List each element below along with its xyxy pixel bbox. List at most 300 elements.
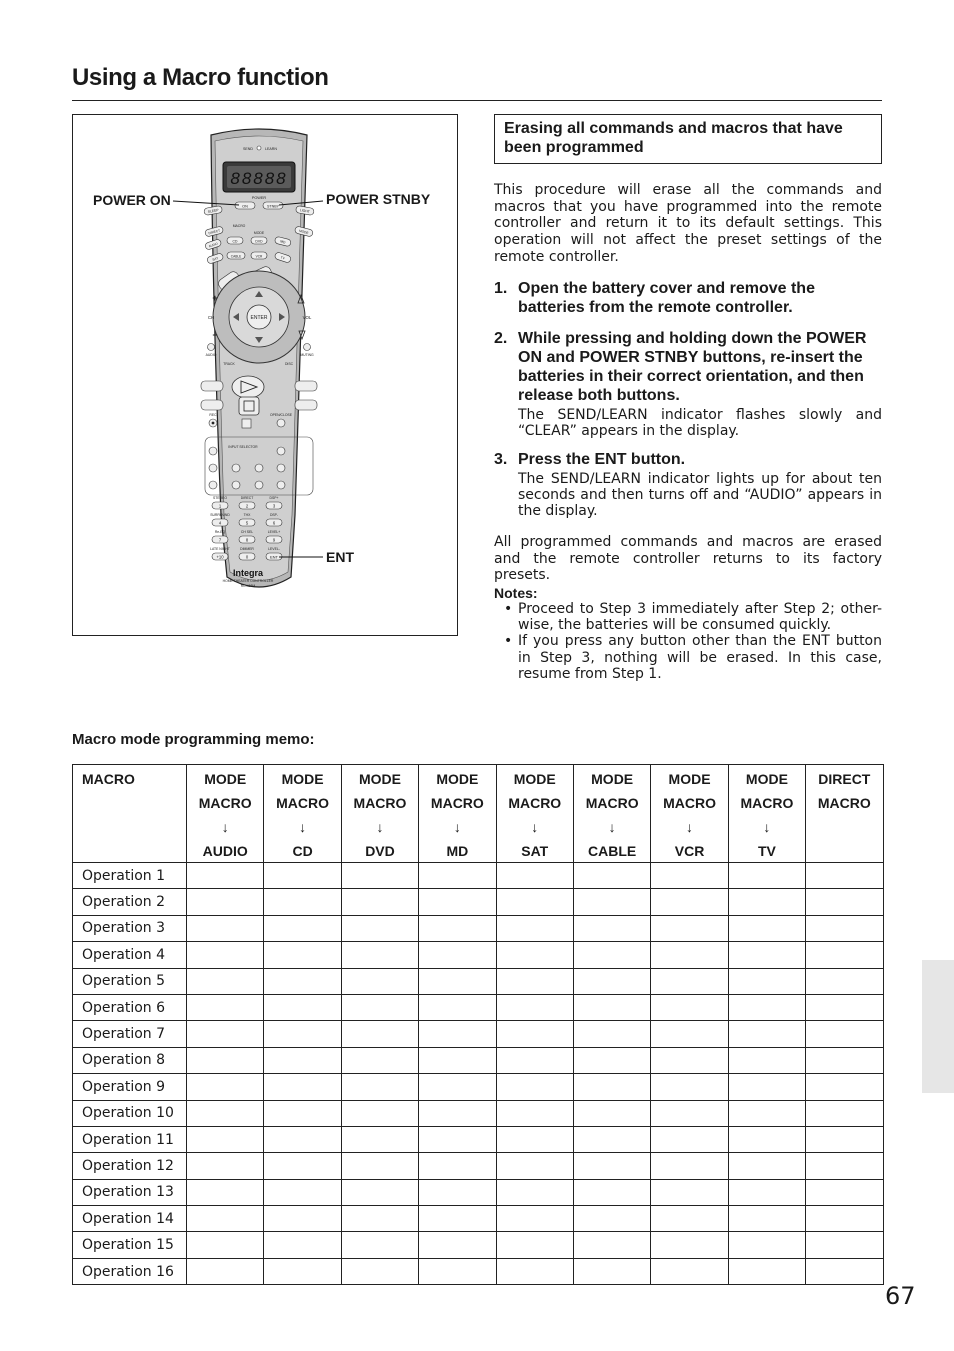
memo-cell [264, 1153, 341, 1179]
svg-text:3: 3 [272, 503, 276, 509]
memo-cell [187, 1206, 264, 1232]
memo-cell [187, 915, 264, 941]
svg-text:SAT: SAT [211, 256, 219, 262]
header-line: MD [446, 843, 469, 859]
notes-title: Notes: [494, 585, 538, 601]
memo-title: Macro mode programming memo: [72, 731, 315, 748]
memo-cell [419, 1258, 496, 1284]
memo-cell [264, 942, 341, 968]
page-title: Using a Macro function [72, 64, 329, 91]
operation-label: Operation 8 [73, 1047, 187, 1073]
svg-text:DIRECT: DIRECT [240, 496, 254, 500]
header-line: MODE [591, 771, 634, 787]
svg-text:LATE NIGHT: LATE NIGHT [210, 547, 230, 551]
erase-summary: All programmed commands and macros are erased and the remote controller returns to its factory presets. [494, 534, 882, 584]
column-header [187, 765, 264, 863]
memo-cell [651, 1021, 728, 1047]
operation-label: Operation 10 [73, 1100, 187, 1126]
memo-cell [341, 915, 418, 941]
memo-cell [728, 1100, 805, 1126]
memo-cell [651, 1126, 728, 1152]
memo-cell [341, 1047, 418, 1073]
memo-cell [419, 1206, 496, 1232]
memo-cell [728, 1206, 805, 1232]
memo-cell [728, 915, 805, 941]
memo-cell [187, 889, 264, 915]
memo-cell [264, 1179, 341, 1205]
svg-text:INPUT SELECTOR: INPUT SELECTOR [228, 445, 258, 449]
operation-label: Operation 15 [73, 1232, 187, 1258]
svg-text:+10: +10 [216, 554, 224, 560]
svg-text:LIGHT: LIGHT [299, 208, 311, 214]
header-line: TV [757, 843, 776, 859]
step-3 [494, 450, 882, 520]
memo-cell [806, 1232, 883, 1258]
operation-label: Operation 3 [73, 915, 187, 941]
memo-cell [573, 1021, 650, 1047]
svg-text:AUDIO: AUDIO [205, 353, 217, 357]
table-row [73, 915, 884, 941]
table-row [73, 1021, 884, 1047]
svg-text:ENT: ENT [270, 554, 278, 560]
table-row [73, 1232, 884, 1258]
memo-table-body [73, 863, 884, 1285]
memo-cell [419, 1047, 496, 1073]
svg-text:Re-EQ: Re-EQ [214, 530, 226, 534]
memo-cell [496, 1232, 573, 1258]
memo-cell [341, 1258, 418, 1284]
memo-cell [496, 1258, 573, 1284]
step-number: 1. [494, 280, 508, 297]
operation-label: Operation 14 [73, 1206, 187, 1232]
memo-cell [187, 968, 264, 994]
memo-cell [496, 1153, 573, 1179]
header-line: MACRO [276, 795, 330, 811]
memo-cell [264, 915, 341, 941]
memo-cell [651, 1047, 728, 1073]
memo-cell [419, 968, 496, 994]
memo-cell [419, 1126, 496, 1152]
header-line: MODE [358, 771, 401, 787]
memo-cell [187, 1179, 264, 1205]
memo-cell [264, 1258, 341, 1284]
svg-text:4: 4 [218, 520, 222, 526]
memo-cell [187, 863, 264, 889]
memo-cell [264, 1232, 341, 1258]
memo-cell [419, 1021, 496, 1047]
svg-text:ON: ON [242, 204, 248, 209]
operation-label: Operation 13 [73, 1179, 187, 1205]
memo-cell [573, 863, 650, 889]
step-heading: Press the ENT button. [518, 451, 686, 468]
memo-cell [728, 1232, 805, 1258]
svg-text:6: 6 [272, 520, 276, 526]
column-header [728, 765, 805, 863]
memo-cell [573, 968, 650, 994]
header-line: MODE [745, 771, 788, 787]
memo-cell [187, 942, 264, 968]
memo-cell [573, 942, 650, 968]
power-on-callout: POWER ON [93, 192, 171, 208]
operation-label: Operation 1 [73, 863, 187, 889]
memo-cell [728, 1021, 805, 1047]
svg-text:0: 0 [245, 554, 249, 560]
memo-cell [806, 1258, 883, 1284]
svg-text:SLEEP: SLEEP [207, 208, 219, 214]
svg-text:HOME THEATER CONTROLLER: HOME THEATER CONTROLLER [222, 579, 274, 583]
power-stnby-callout: POWER STNBY [326, 191, 431, 207]
header-line: CD [292, 843, 313, 859]
memo-cell [496, 1021, 573, 1047]
memo-cell [651, 994, 728, 1020]
memo-cell [264, 889, 341, 915]
memo-cell [341, 994, 418, 1020]
memo-cell [496, 863, 573, 889]
svg-text:ENTER: ENTER [250, 315, 268, 321]
down-arrow-icon: ↓ [608, 819, 616, 835]
table-row [73, 863, 884, 889]
column-header [341, 765, 418, 863]
operation-label: Operation 12 [73, 1153, 187, 1179]
bullet-icon: • [504, 633, 513, 650]
svg-text:DVD: DVD [255, 239, 263, 244]
svg-text:MODE: MODE [298, 228, 309, 236]
memo-cell [341, 1021, 418, 1047]
header-line: VCR [674, 843, 705, 859]
svg-text:THX: THX [243, 513, 251, 517]
svg-text:CH SEL: CH SEL [240, 530, 254, 534]
header-line: CABLE [588, 843, 637, 859]
memo-cell [419, 1232, 496, 1258]
memo-cell [806, 1206, 883, 1232]
memo-cell [341, 1232, 418, 1258]
column-header [419, 765, 496, 863]
svg-text:STNBY: STNBY [267, 204, 279, 209]
step-note: The SEND/LEARN indicator lights up for about ten seconds and then turns off and “AUDIO” appears in the display. [518, 471, 882, 520]
header-text: MACRO [82, 771, 135, 787]
table-row [73, 994, 884, 1020]
memo-cell [264, 968, 341, 994]
memo-cell [573, 1047, 650, 1073]
memo-cell [728, 889, 805, 915]
memo-cell [573, 1126, 650, 1152]
step-number: 2. [494, 330, 508, 347]
side-tab [922, 960, 954, 1093]
header-line: MACRO [585, 795, 639, 811]
memo-cell [651, 1206, 728, 1232]
down-arrow-icon: ↓ [221, 819, 229, 835]
svg-text:CD: CD [232, 239, 238, 244]
svg-text:VCR: VCR [255, 254, 263, 259]
memo-cell [573, 1100, 650, 1126]
memo-cell [651, 1100, 728, 1126]
memo-cell [728, 942, 805, 968]
memo-cell [573, 889, 650, 915]
memo-cell [419, 915, 496, 941]
memo-cell [728, 1153, 805, 1179]
header-line: MODE [668, 771, 711, 787]
memo-cell [728, 1179, 805, 1205]
memo-cell [806, 1179, 883, 1205]
operation-label: Operation 6 [73, 994, 187, 1020]
memo-cell [728, 968, 805, 994]
column-header [806, 765, 883, 863]
table-row [73, 1126, 884, 1152]
memo-cell [187, 1126, 264, 1152]
memo-cell [187, 1232, 264, 1258]
memo-cell [651, 889, 728, 915]
table-row [73, 968, 884, 994]
down-arrow-icon: ↓ [763, 819, 771, 835]
column-header [496, 765, 573, 863]
memo-cell [573, 1232, 650, 1258]
header-line: MODE [204, 771, 247, 787]
memo-cell [264, 1126, 341, 1152]
memo-cell [419, 863, 496, 889]
memo-cell [728, 863, 805, 889]
send-label: SEND [243, 147, 253, 151]
column-header-macro [73, 765, 187, 863]
header-line: MACRO [353, 795, 407, 811]
macro-memo-table [72, 764, 884, 1285]
memo-cell [651, 863, 728, 889]
svg-text:CH: CH [207, 315, 215, 320]
memo-cell [264, 1021, 341, 1047]
table-row [73, 1100, 884, 1126]
memo-cell [806, 1100, 883, 1126]
memo-cell [496, 942, 573, 968]
title-rule [72, 100, 882, 101]
svg-text:+: + [212, 293, 218, 303]
memo-cell [419, 942, 496, 968]
memo-cell [341, 1100, 418, 1126]
memo-cell [806, 915, 883, 941]
memo-cell [264, 1047, 341, 1073]
ent-callout: ENT [326, 549, 354, 565]
table-row [73, 1153, 884, 1179]
memo-cell [573, 1179, 650, 1205]
svg-text:1: 1 [218, 503, 222, 509]
memo-cell [806, 1153, 883, 1179]
memo-cell [651, 1179, 728, 1205]
header-row [73, 765, 884, 863]
column-header [264, 765, 341, 863]
svg-text:2: 2 [245, 503, 249, 509]
svg-text:MUTING: MUTING [300, 353, 314, 357]
operation-label: Operation 16 [73, 1258, 187, 1284]
header-line [806, 837, 882, 861]
memo-cell [728, 1126, 805, 1152]
step-number: 3. [494, 451, 508, 468]
memo-cell [728, 994, 805, 1020]
operation-label: Operation 11 [73, 1126, 187, 1152]
svg-text:RC-418M: RC-418M [240, 584, 256, 588]
memo-cell [806, 968, 883, 994]
down-arrow-icon: ↓ [376, 819, 384, 835]
header-line: SAT [521, 843, 549, 859]
table-row [73, 1074, 884, 1100]
memo-cell [573, 1074, 650, 1100]
svg-text:MD: MD [279, 239, 286, 245]
table-row [73, 1179, 884, 1205]
table-row [73, 1047, 884, 1073]
erase-intro: This procedure will erase all the commands and macros that you have programmed into the remote controller and return it to its default settings. This operation will not affect the preset settings of the remote controller. [494, 182, 882, 265]
remote-illustration-panel [72, 114, 458, 636]
svg-text:8: 8 [245, 537, 249, 543]
notes-list [494, 601, 882, 682]
memo-cell [806, 1074, 883, 1100]
memo-cell [419, 1153, 496, 1179]
operation-label: Operation 7 [73, 1021, 187, 1047]
memo-cell [341, 968, 418, 994]
header-line: MACRO [430, 795, 484, 811]
memo-cell [651, 1232, 728, 1258]
memo-cell [806, 1047, 883, 1073]
memo-cell [728, 1074, 805, 1100]
down-arrow-icon: ↓ [299, 819, 307, 835]
operation-label: Operation 5 [73, 968, 187, 994]
table-row [73, 1206, 884, 1232]
step-1 [494, 279, 882, 317]
header-line: MODE [513, 771, 556, 787]
table-row [73, 1258, 884, 1284]
svg-text:REC: REC [209, 413, 217, 417]
play-button [232, 376, 264, 398]
down-arrow-icon: ↓ [453, 819, 461, 835]
svg-text:DSP+: DSP+ [269, 496, 279, 500]
memo-cell [651, 942, 728, 968]
note-item: • If you press any button other than the ENT button in Step 3, nothing will be erased. In this case, resume from Step 1. [504, 633, 882, 682]
memo-cell [496, 1074, 573, 1100]
memo-cell [728, 1047, 805, 1073]
memo-cell [187, 994, 264, 1020]
svg-text:DIRECT: DIRECT [207, 228, 221, 236]
svg-text:DSP-: DSP- [269, 513, 279, 517]
memo-cell [341, 889, 418, 915]
header-line: MODE [281, 771, 324, 787]
memo-cell [496, 1206, 573, 1232]
memo-cell [264, 994, 341, 1020]
memo-cell [341, 863, 418, 889]
memo-cell [187, 1074, 264, 1100]
memo-cell [806, 1021, 883, 1047]
header-line: MACRO [508, 795, 562, 811]
operation-label: Operation 4 [73, 942, 187, 968]
memo-cell [419, 889, 496, 915]
memo-cell [187, 1047, 264, 1073]
svg-text:5: 5 [245, 520, 249, 526]
operation-label: Operation 2 [73, 889, 187, 915]
table-row [73, 889, 884, 915]
memo-cell [264, 863, 341, 889]
memo-cell [806, 994, 883, 1020]
send-learn-indicator [257, 146, 261, 150]
memo-cell [341, 1153, 418, 1179]
header-line: MACRO [198, 795, 252, 811]
memo-cell [651, 915, 728, 941]
svg-text:LEVEL+: LEVEL+ [267, 530, 281, 534]
header-line: MACRO [740, 795, 794, 811]
memo-cell [264, 1074, 341, 1100]
header-line: AUDIO [202, 843, 248, 859]
step-heading: Open the battery cover and remove the batteries from the remote controller. [518, 280, 815, 316]
step-2 [494, 329, 882, 439]
memo-cell [573, 1206, 650, 1232]
memo-cell [496, 1047, 573, 1073]
operation-label: Operation 9 [73, 1074, 187, 1100]
svg-text:MODE: MODE [253, 231, 265, 235]
page-number: 67 [885, 1282, 916, 1310]
memo-cell [419, 1179, 496, 1205]
table-row [73, 942, 884, 968]
memo-cell [806, 863, 883, 889]
memo-cell [496, 1100, 573, 1126]
memo-cell [573, 915, 650, 941]
step-heading: While pressing and holding down the POWER ON and POWER STNBY buttons, re-insert the batteries in their correct orientation, and then release both buttons. [518, 330, 867, 404]
memo-cell [496, 889, 573, 915]
memo-cell [341, 1074, 418, 1100]
svg-text:CABLE: CABLE [230, 254, 242, 259]
memo-cell [341, 1206, 418, 1232]
memo-cell [496, 915, 573, 941]
memo-cell [573, 1258, 650, 1284]
memo-cell [419, 1100, 496, 1126]
svg-text:STEREO: STEREO [213, 496, 227, 500]
memo-cell [728, 1258, 805, 1284]
power-label: POWER [251, 196, 267, 200]
svg-text:LEVEL-: LEVEL- [268, 547, 280, 551]
step-note: The SEND/LEARN indicator flashes slowly and “CLEAR” appears in the display. [518, 407, 882, 440]
memo-cell [187, 1153, 264, 1179]
header-line: DVD [365, 843, 395, 859]
svg-text:OPEN/CLOSE: OPEN/CLOSE [269, 413, 293, 417]
header-line: DIRECT [818, 771, 871, 787]
memo-cell [651, 1258, 728, 1284]
header-line: MODE [436, 771, 479, 787]
svg-text:DISC: DISC [284, 362, 294, 366]
memo-cell [573, 1153, 650, 1179]
header-line: MACRO [663, 795, 716, 811]
memo-cell [187, 1258, 264, 1284]
memo-cell [264, 1100, 341, 1126]
memo-cell [187, 1100, 264, 1126]
memo-cell [496, 1179, 573, 1205]
memo-cell [496, 1126, 573, 1152]
down-arrow-icon [806, 813, 882, 837]
memo-cell [341, 1126, 418, 1152]
memo-cell [573, 994, 650, 1020]
memo-cell [651, 1074, 728, 1100]
memo-cell [806, 942, 883, 968]
memo-cell [419, 994, 496, 1020]
memo-cell [651, 1153, 728, 1179]
svg-text:MACRO: MACRO [232, 224, 246, 228]
svg-text:TRACK: TRACK [223, 362, 235, 366]
memo-table-header [73, 765, 884, 863]
memo-cell [806, 1126, 883, 1152]
memo-cell [187, 1021, 264, 1047]
svg-text:SURROUND: SURROUND [210, 513, 230, 517]
svg-text:TV: TV [280, 255, 286, 261]
column-header [651, 765, 728, 863]
svg-text:7: 7 [218, 537, 222, 543]
svg-text:9: 9 [272, 537, 276, 543]
svg-text:−: − [212, 330, 218, 340]
column-header [573, 765, 650, 863]
memo-cell [264, 1206, 341, 1232]
svg-text:DIMMER: DIMMER [240, 547, 254, 551]
lcd-display-text: 88888 [230, 169, 288, 188]
